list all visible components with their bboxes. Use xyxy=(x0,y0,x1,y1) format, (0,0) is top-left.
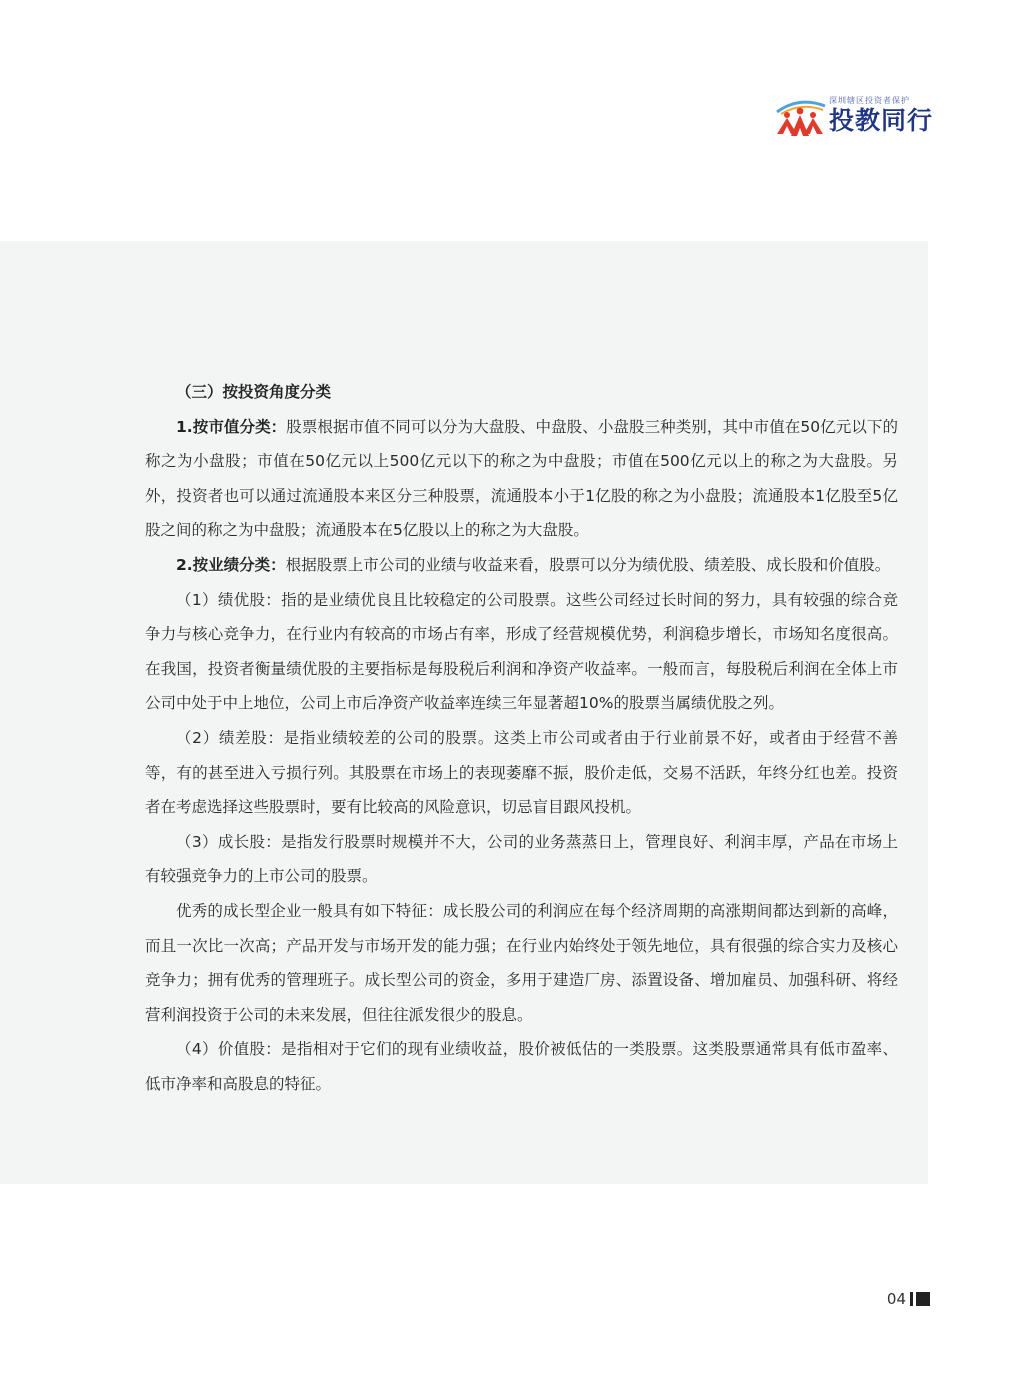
section-heading: （三）按投资角度分类 xyxy=(176,383,332,401)
paragraph-poor-performance: （2）绩差股：是指业绩较差的公司的股票。这类上市公司或者由于行业前景不好，或者由于经营不善等，有的甚至进入亏损行列。其股票在市场上的表现萎靡不振，股价走低，交易不活跃，年终分红也差。投资者在考虑选择这些股票时，要有比较高的风险意识，切忌盲目跟风投机。 xyxy=(145,728,898,817)
logo-emblem-icon xyxy=(773,98,827,138)
page-number-text: 04 xyxy=(886,1290,906,1308)
logo-title: 投教同行 xyxy=(829,106,934,135)
paragraph-label: 2.按业绩分类： xyxy=(176,555,286,574)
article-body xyxy=(145,375,898,1101)
logo-subtitle: 深圳辖区投资者保护 xyxy=(829,96,910,105)
page-number xyxy=(887,1289,930,1309)
page-bar-mark xyxy=(910,1292,913,1306)
paragraph-value-stock: （4）价值股：是指相对于它们的现有业绩收益，股价被低估的一类股票。这类股票通常具有低市盈率、低市净率和高股息的特征。 xyxy=(145,1040,898,1093)
logo xyxy=(773,96,933,140)
paragraph-growth-features: 优秀的成长型企业一般具有如下特征：成长股公司的利润应在每个经济周期的高涨期间都达到新的高峰，而且一次比一次高；产品开发与市场开发的能力强；在行业内始终处于领先地位，具有很强的综合实力及核心竞争力；拥有优秀的管理班子。成长型公司的资金，多用于建造厂房、添置设备、增加雇员、加强科研、将经营利润投资于公司的未来发展，但往往派发很少的股息。 xyxy=(145,901,898,1024)
page-square-mark xyxy=(916,1292,930,1306)
paragraph-blue-chip: （1）绩优股：指的是业绩优良且比较稳定的公司股票。这些公司经过长时间的努力，具有较强的综合竞争力与核心竞争力，在行业内有较高的市场占有率，形成了经营规模优势，利润稳步增长，市场知名度很高。在我国，投资者衡量绩优股的主要指标是每股税后利润和净资产收益率。一般而言，每股税后利润在全体上市公司中处于中上地位，公司上市后净资产收益率连续三年显著超10%的股票当属绩优股之列。 xyxy=(145,590,898,713)
paragraph-label: 1.按市值分类： xyxy=(176,417,287,436)
paragraph-performance: 2.按业绩分类：根据股票上市公司的业绩与收益来看，股票可以分为绩优股、绩差股、成长股和价值股。 xyxy=(176,555,891,574)
paragraph-growth-stock: （3）成长股：是指发行股票时规模并不大，公司的业务蒸蒸日上，管理良好、利润丰厚，产品在市场上有较强竞争力的上市公司的股票。 xyxy=(145,832,898,886)
paragraph-market-cap: 1.按市值分类：股票根据市值不同可以分为大盘股、中盘股、小盘股三种类别，其中市值在50亿元以下的称之为小盘股；市值在50亿元以上500亿元以下的称之为中盘股；市值在500亿元以上的称之为大盘股。另外，投资者也可以通过流通股本来区分三种股票，流通股本小于1亿股的称之为小盘股；流通股本1亿股至5亿股之间的称之为中盘股；流通股本在5亿股以上的称之为大盘股。 xyxy=(145,417,898,540)
